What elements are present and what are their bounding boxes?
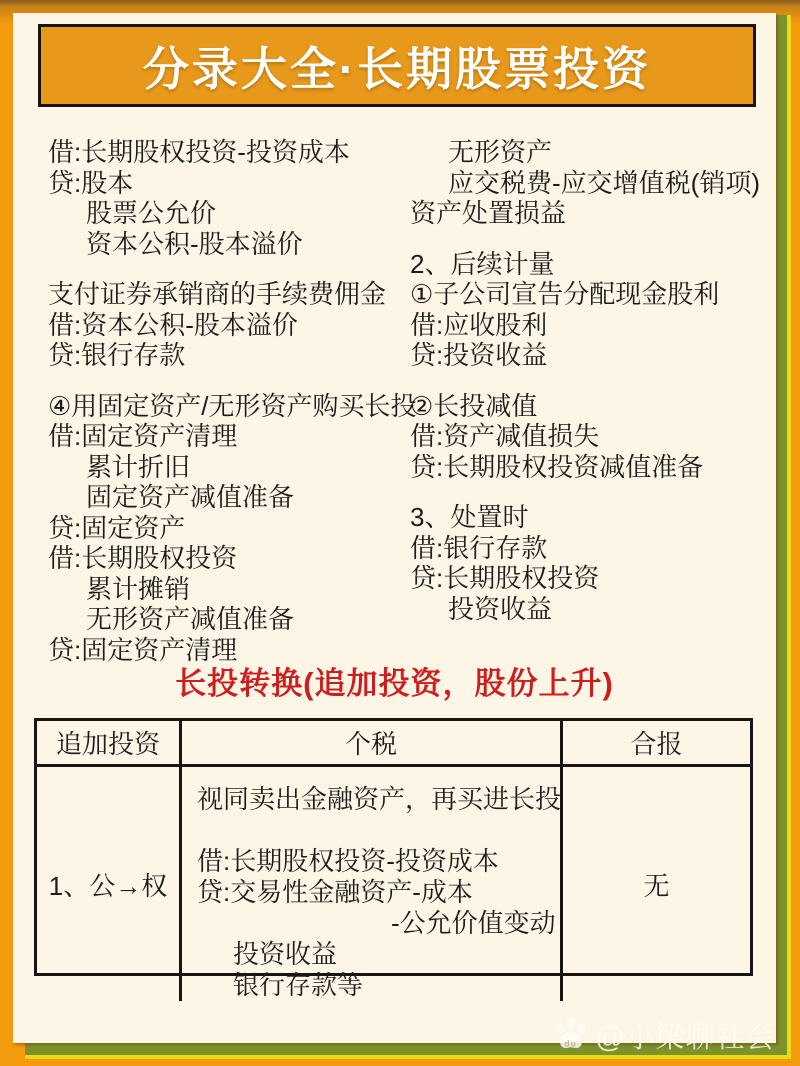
table-entry-line: 借:长期股权投资-投资成本 — [197, 846, 499, 876]
journal-column-left — [48, 137, 417, 665]
journal-entry-line: 贷:投资收益 — [410, 340, 548, 370]
watermark-handle: @小梁聊社会 — [595, 1021, 776, 1054]
journal-entry-line: 无形资产 — [448, 137, 553, 167]
journal-entry-line: 借:应收股利 — [410, 309, 548, 340]
table-entry-line: 银行存款等 — [233, 970, 364, 1000]
journal-entry-line: 股票公允价 — [86, 198, 217, 228]
journal-entry-line: ④用固定资产/无形资产购买长投 — [48, 390, 417, 421]
journal-entry-line: 借:资产减值损失 — [410, 421, 600, 451]
paw-du-label: du — [564, 1038, 577, 1049]
watermark — [552, 1015, 775, 1055]
journal-column-right — [410, 137, 770, 624]
table-entry-line: 投资收益 — [233, 939, 338, 969]
section-heading: 长投转换(追加投资，股份上升) — [175, 666, 614, 701]
note-card-page — [13, 13, 776, 1043]
journal-entry-line: ②长投减值 — [410, 390, 538, 421]
journal-entry-line: 3、处置时 — [410, 502, 529, 532]
table-header-tax: 个税 — [182, 721, 563, 767]
journal-entry-line: 资本公积-股本溢价 — [86, 228, 303, 259]
journal-entry-line: 贷:长期股权投资减值准备 — [410, 451, 704, 482]
journal-entry-line: 投资收益 — [448, 593, 553, 624]
journal-entry-line: 支付证券承销商的手续费佣金 — [48, 279, 387, 309]
journal-entry-line: 借:长期股权投资-投资成本 — [48, 137, 350, 167]
table-entry-line: 贷:交易性金融资产-成本 — [197, 877, 473, 907]
table-entry-line: -公允价值变动 — [391, 908, 556, 938]
table-cell-case: 1、公→权 — [37, 767, 182, 1001]
baidu-paw-icon — [552, 1016, 590, 1054]
journal-entry-line: 借:银行存款 — [410, 532, 548, 563]
journal-entry-line: ①子公司宣告分配现金股利 — [410, 279, 720, 309]
journal-entry-line: 累计折旧 — [86, 451, 191, 482]
journal-entry-line: 借:固定资产清理 — [48, 421, 238, 451]
journal-entry-line: 贷:银行存款 — [48, 340, 186, 370]
table-header-consolidated: 合报 — [563, 721, 750, 767]
journal-entry-line: 贷:固定资产 — [48, 512, 186, 543]
journal-entry-line: 借:资本公积-股本溢价 — [48, 309, 298, 340]
table-entry-line — [197, 815, 560, 846]
journal-entry-line: 贷:固定资产清理 — [48, 634, 238, 665]
table-cell-combined: 无 — [643, 870, 670, 901]
table-cell-entries — [182, 767, 563, 1001]
journal-entry-line: 资产处置损益 — [410, 198, 567, 228]
journal-entry-line: 应交税费-应交增值税(销项) — [448, 167, 760, 198]
table-header-addition: 追加投资 — [37, 721, 182, 767]
page-title-banner — [38, 24, 756, 107]
journal-entry-line: 借:长期股权投资 — [48, 543, 238, 573]
conversion-table — [34, 718, 753, 1000]
page-title: 分录大全·长期股票投资 — [142, 42, 652, 95]
journal-entry-line: 贷:股本 — [48, 167, 134, 198]
journal-entry-line: 2、后续计量 — [410, 248, 555, 279]
journal-entry-line: 无形资产减值准备 — [86, 604, 295, 634]
journal-entry-line: 累计摊销 — [86, 573, 191, 604]
journal-entry-line: 固定资产减值准备 — [86, 482, 295, 512]
journal-entry-line: 贷:长期股权投资 — [410, 563, 600, 593]
table-entry-line: 视同卖出金融资产，再买进长投 — [197, 784, 562, 814]
